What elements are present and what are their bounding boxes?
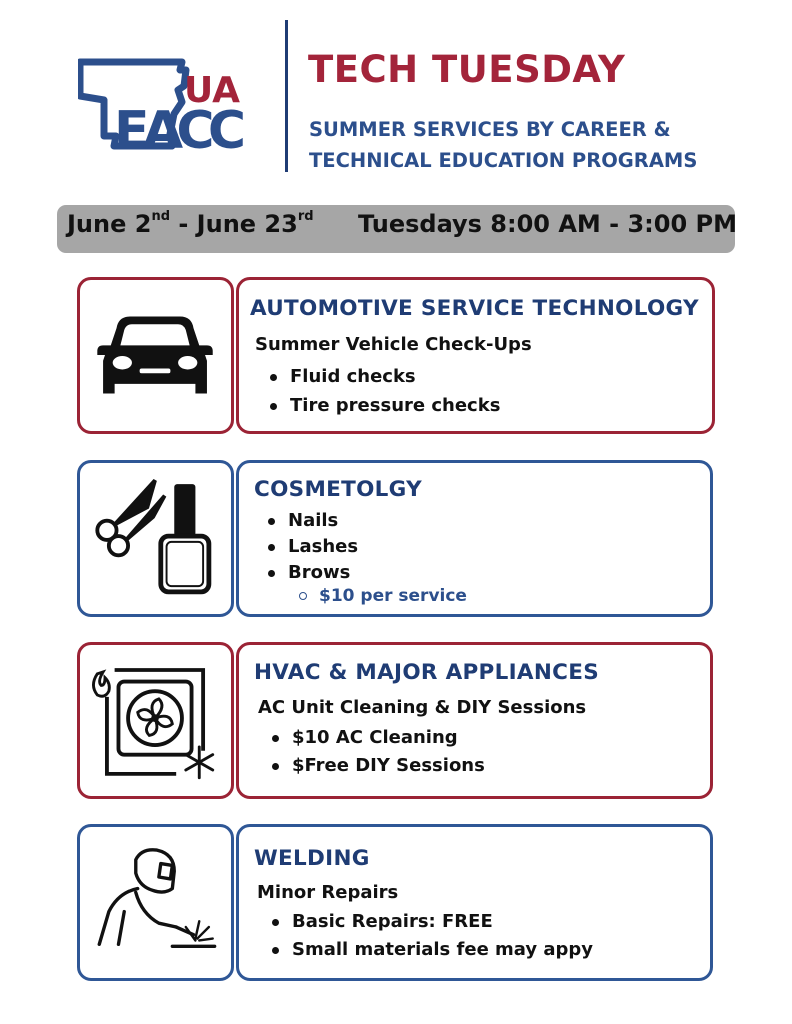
arkansas-logo-icon — [78, 56, 248, 156]
automotive-subtitle: Summer Vehicle Check-Ups — [255, 334, 532, 355]
end-date: - June 23 — [170, 210, 298, 238]
cosmetology-icon-box — [77, 460, 234, 617]
welding-title: WELDING — [254, 846, 370, 871]
cosmetology-title: COSMETOLGY — [254, 477, 423, 502]
page-subtitle — [309, 114, 697, 176]
automotive-icon-box — [77, 277, 234, 434]
hvac-title: HVAC & MAJOR APPLIANCES — [254, 660, 599, 685]
hvac-list — [272, 724, 485, 780]
date-range — [67, 210, 314, 238]
start-date: June 2 — [67, 210, 152, 238]
list-item: Fluid checks — [270, 362, 500, 391]
subtitle-line-1: SUMMER SERVICES BY CAREER & — [309, 118, 671, 141]
hvac-subtitle: AC Unit Cleaning & DIY Sessions — [258, 697, 587, 718]
list-item: Basic Repairs: FREE — [272, 908, 593, 936]
welder-icon — [80, 827, 231, 978]
flame-icon — [93, 672, 109, 696]
sparks-icon — [186, 921, 213, 940]
page-title: TECH TUESDAY — [308, 48, 626, 91]
uaeacc-logo — [78, 56, 248, 156]
hvac-icon-box — [77, 642, 234, 799]
automotive-list — [270, 362, 500, 420]
list-item: Small materials fee may appy — [272, 936, 593, 964]
welding-list — [272, 908, 593, 964]
start-date-suffix: nd — [151, 209, 170, 224]
list-item: Tire pressure checks — [270, 391, 500, 420]
scissors-nail-polish-icon — [80, 463, 231, 614]
logo-ua-text: UA — [184, 70, 240, 111]
service-hours: Tuesdays 8:00 AM - 3:00 PM — [358, 210, 738, 238]
list-item: Nails — [268, 508, 358, 534]
end-date-suffix: rd — [297, 209, 314, 224]
welding-subtitle: Minor Repairs — [257, 882, 399, 903]
subtitle-line-2: TECHNICAL EDUCATION PROGRAMS — [309, 149, 698, 172]
hvac-fan-icon — [80, 645, 231, 796]
car-icon — [80, 280, 231, 431]
list-item: Lashes — [268, 534, 358, 560]
list-item: $10 AC Cleaning — [272, 724, 485, 752]
cosmetology-list — [268, 508, 358, 586]
cosmetology-price: $10 per service — [299, 586, 467, 606]
list-item: $Free DIY Sessions — [272, 752, 485, 780]
header-divider — [285, 20, 288, 172]
automotive-title: AUTOMOTIVE SERVICE TECHNOLOGY — [250, 296, 699, 321]
logo-eacc-text: EACC — [114, 101, 246, 156]
list-item: Brows — [268, 560, 358, 586]
welding-icon-box — [77, 824, 234, 981]
